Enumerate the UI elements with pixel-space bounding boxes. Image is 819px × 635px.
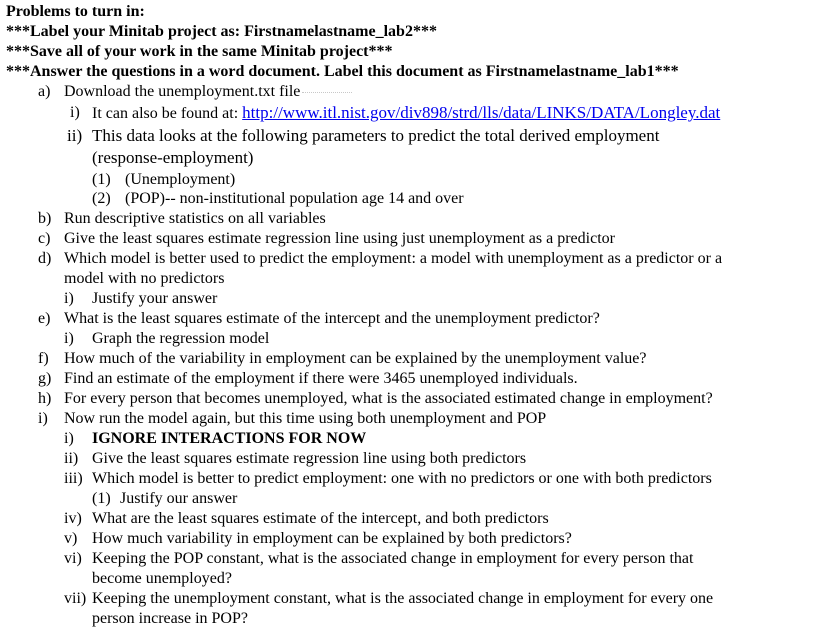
item-i-text: Now run the model again, but this time using both unemployment and POP <box>64 410 547 427</box>
item-a-i-text <box>92 103 720 124</box>
item-g-label: g) <box>38 370 52 387</box>
item-f-text: How much of the variability in employment can be explained by the unemployment value? <box>64 350 647 367</box>
item-i-s1-text: IGNORE INTERACTIONS FOR NOW <box>92 430 367 447</box>
item-h-text: For every person that becomes unemployed, what is the associated estimated change in employment? <box>64 390 713 407</box>
item-i-s6-line2: become unemployed? <box>92 570 232 587</box>
item-a-p1-label: (1) <box>92 171 111 188</box>
item-a-label: a) <box>38 83 51 100</box>
item-c-text: Give the least squares estimate regression line using just unemployment as a predictor <box>64 230 615 247</box>
item-a-p2-text: (POP)-- non-institutional population age 14 and over <box>125 190 464 207</box>
note-label-document: ***Answer the questions in a word document. Label this document as Firstnamelastname_lab1*** <box>6 63 679 80</box>
item-d-line1: Which model is better used to predict the employment: a model with unemployment as a predictor or a <box>64 250 723 267</box>
item-d-line2: model with no predictors <box>64 270 225 287</box>
item-i-s2-label: ii) <box>64 450 79 467</box>
item-a-i-label: i) <box>70 104 80 121</box>
item-h-label: h) <box>38 390 52 407</box>
item-a-p2-label: (2) <box>92 190 111 207</box>
faint-underline <box>302 91 352 93</box>
item-i-s3-text: Which model is better to predict employment: one with no predictors or one with both predictors <box>92 470 712 487</box>
page-title: Problems to turn in: <box>6 3 145 20</box>
item-e-label: e) <box>38 310 51 327</box>
item-i-s6-label: vi) <box>64 550 82 567</box>
item-d-i-text: Justify your answer <box>92 290 218 307</box>
item-e-i-text: Graph the regression model <box>92 330 270 347</box>
item-i-s7-line2: person increase in POP? <box>92 610 248 627</box>
item-i-s3-label: iii) <box>64 470 83 487</box>
item-i-s5-text: How much variability in employment can be explained by both predictors? <box>92 530 572 547</box>
item-b-text: Run descriptive statistics on all variables <box>64 210 326 227</box>
item-i-s3-sub-text: Justify our answer <box>120 490 238 507</box>
item-e-i-label: i) <box>64 330 74 347</box>
item-i-s6-line1: Keeping the POP constant, what is the associated change in employment for every person that <box>92 550 694 567</box>
item-i-s5-label: v) <box>64 530 78 547</box>
item-i-s4-label: iv) <box>64 510 82 527</box>
item-f-label: f) <box>38 350 49 367</box>
item-a-text-content: Download the unemployment.txt file <box>64 83 301 100</box>
longley-data-link[interactable]: http://www.itl.nist.gov/div898/strd/lls/data/LINKS/DATA/Longley.dat <box>242 103 721 122</box>
item-i-s1-label: i) <box>64 430 74 447</box>
note-label-project: ***Label your Minitab project as: Firstnamelastname_lab2*** <box>6 23 437 40</box>
item-i-s4-text: What are the least squares estimate of the intercept, and both predictors <box>92 510 549 527</box>
item-a-ii-label: ii) <box>67 126 83 145</box>
item-a-i-text-content: It can also be found at: <box>92 105 243 122</box>
item-i-s7-label: vii) <box>64 590 87 607</box>
item-b-label: b) <box>38 210 52 227</box>
item-a-ii-line1: This data looks at the following parameters to predict the total derived employment <box>92 126 660 145</box>
item-c-label: c) <box>38 230 51 247</box>
item-i-s2-text: Give the least squares estimate regression line using both predictors <box>92 450 527 467</box>
item-g-text: Find an estimate of the employment if there were 3465 unemployed individuals. <box>64 370 578 387</box>
item-i-s3-sub-label: (1) <box>92 490 111 507</box>
item-e-text: What is the least squares estimate of the intercept and the unemployment predictor? <box>64 310 600 327</box>
item-a-text <box>64 82 352 102</box>
item-i-s7-line1: Keeping the unemployment constant, what is the associated change in employment for every one <box>92 590 714 607</box>
note-save-work: ***Save all of your work in the same Minitab project*** <box>6 43 393 60</box>
item-d-i-label: i) <box>64 290 74 307</box>
item-a-ii-line2: (response-employment) <box>92 148 254 167</box>
item-d-label: d) <box>38 250 52 267</box>
item-a-p1-text: (Unemployment) <box>125 171 236 188</box>
item-i-label: i) <box>38 410 48 427</box>
